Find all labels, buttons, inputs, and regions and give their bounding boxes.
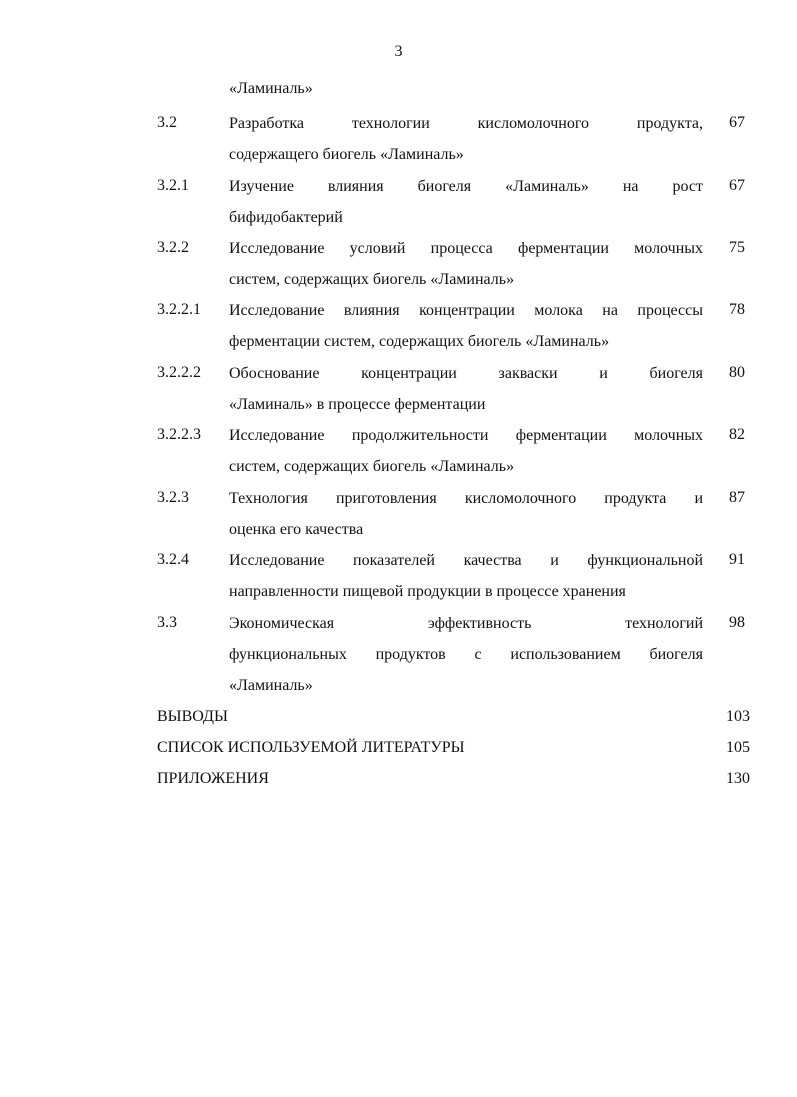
toc-entry-title-line: Изучение влияния биогеля «Ламиналь» на рост xyxy=(229,178,703,195)
page-number: 3 xyxy=(394,43,403,60)
toc-entry-title-line: Исследование продолжительности ферментации молочных xyxy=(229,427,703,444)
toc-entry-title-line: «Ламиналь» в процессе ферментации xyxy=(229,396,486,413)
toc-entry-title-line: Обоснование концентрации закваски и биогеля xyxy=(229,365,703,382)
toc-entry-page: 80 xyxy=(729,364,745,381)
toc-entry-number: 3.2.4 xyxy=(157,551,189,568)
toc-top-entry-page: 105 xyxy=(726,739,750,756)
toc-entry-title-line: направленности пищевой продукции в процессе хранения xyxy=(229,583,626,600)
toc-entry-page: 78 xyxy=(729,301,745,318)
toc-entry-title-line: Экономическая эффективность технологий xyxy=(229,615,703,632)
toc-entry-page: 82 xyxy=(729,426,745,443)
toc-entry-title-line: оценка его качества xyxy=(229,521,364,538)
toc-entry-number: 3.2.2.3 xyxy=(157,426,201,443)
toc-top-entry-title: СПИСОК ИСПОЛЬЗУЕМОЙ ЛИТЕРАТУРЫ xyxy=(157,739,465,756)
toc-entry-title-line: Разработка технологии кисломолочного продукта, xyxy=(229,115,703,132)
toc-entry-title-line: систем, содержащих биогель «Ламиналь» xyxy=(229,458,515,475)
toc-entry-title xyxy=(229,483,703,545)
toc-entry-title-line: Технология приготовления кисломолочного продукта и xyxy=(229,490,703,507)
toc-entry-page: 98 xyxy=(729,614,745,631)
toc-entry-number: 3.3 xyxy=(157,614,177,631)
toc-entry-page: 67 xyxy=(729,114,745,131)
toc-entry-title xyxy=(229,608,703,701)
toc-top-entry-page: 130 xyxy=(726,770,750,787)
toc-entry-number: 3.2.1 xyxy=(157,177,189,194)
toc-entry-number: 3.2.3 xyxy=(157,489,189,506)
toc-entry-number: 3.2 xyxy=(157,114,177,131)
toc-top-entry-title: ПРИЛОЖЕНИЯ xyxy=(157,770,269,787)
toc-entry-title-line: Исследование показателей качества и функциональной xyxy=(229,552,703,569)
toc-entry-page: 87 xyxy=(729,489,745,506)
toc-entry-title xyxy=(229,545,703,607)
toc-entry-title-line: ферментации систем, содержащих биогель «Ламиналь» xyxy=(229,333,610,350)
continuation-line: «Ламиналь» xyxy=(229,80,313,97)
toc-entry-title-line: Исследование влияния концентрации молока на процессы xyxy=(229,302,703,319)
toc-entry-page: 67 xyxy=(729,177,745,194)
toc-entry-title-line: бифидобактерий xyxy=(229,209,343,226)
toc-entry-page: 75 xyxy=(729,239,745,256)
toc-top-entry-page: 103 xyxy=(726,708,750,725)
toc-entry-number: 3.2.2.1 xyxy=(157,301,201,318)
toc-entry-title-line: «Ламиналь» xyxy=(229,677,313,694)
toc-entry-number: 3.2.2.2 xyxy=(157,364,201,381)
toc-entry-number: 3.2.2 xyxy=(157,239,189,256)
toc-entry-title xyxy=(229,420,703,482)
toc-top-entry-title: ВЫВОДЫ xyxy=(157,708,228,725)
toc-entry-title-line: Исследование условий процесса ферментации молочных xyxy=(229,240,703,257)
toc-entry-title xyxy=(229,108,703,170)
toc-entry-title xyxy=(229,295,703,357)
toc-entry-title xyxy=(229,171,703,233)
toc-entry-title xyxy=(229,233,703,295)
toc-entry-title xyxy=(229,358,703,420)
toc-entry-title-line: систем, содержащих биогель «Ламиналь» xyxy=(229,271,515,288)
toc-entry-title-line: функциональных продуктов с использованием биогеля xyxy=(229,646,703,663)
toc-entry-page: 91 xyxy=(729,551,745,568)
toc-entry-title-line: содержащего биогель «Ламиналь» xyxy=(229,146,464,163)
